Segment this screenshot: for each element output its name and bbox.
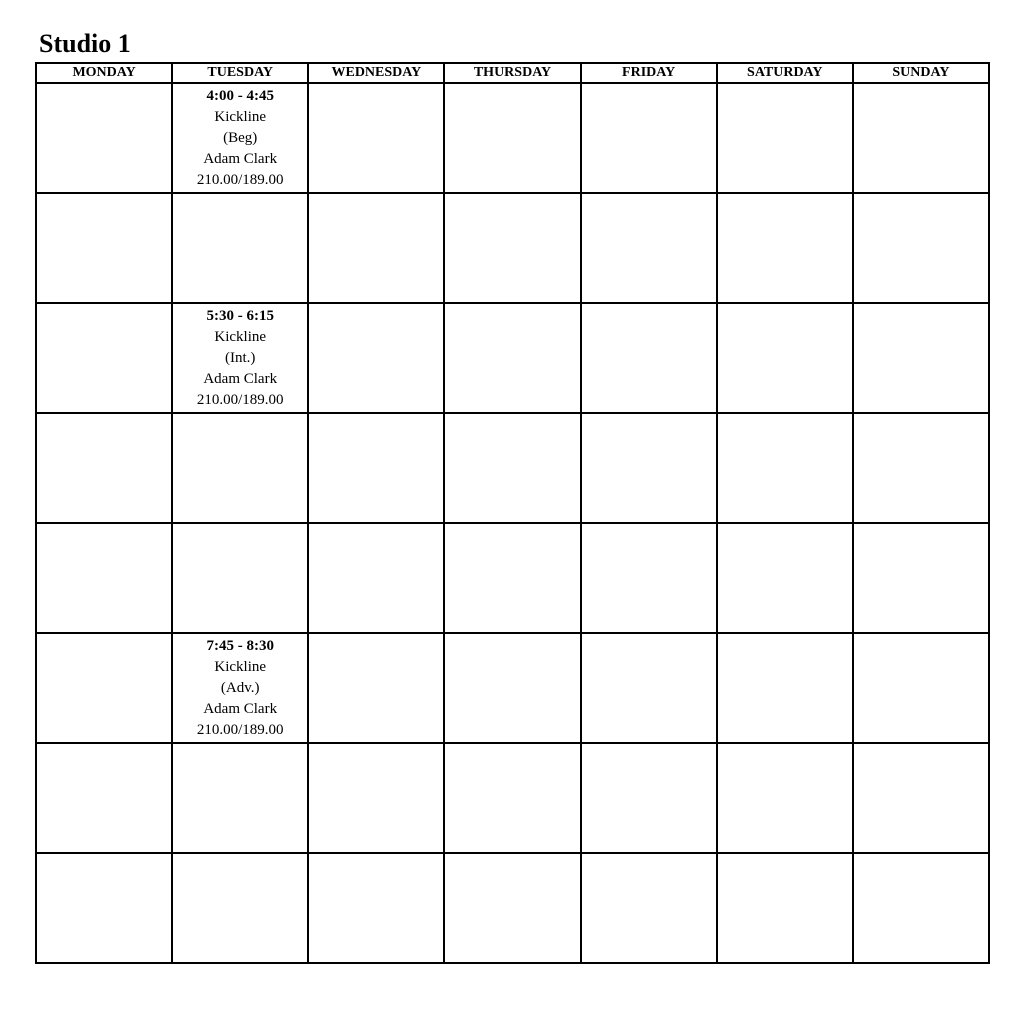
class-entry	[173, 84, 307, 191]
schedule-cell-tuesday	[172, 193, 308, 303]
schedule-cell-sunday	[853, 743, 989, 853]
schedule-cell-monday	[36, 303, 172, 413]
schedule-table	[35, 62, 990, 964]
schedule-cell-wednesday	[308, 853, 444, 963]
schedule-cell-tuesday	[172, 413, 308, 523]
header-row	[36, 63, 989, 83]
schedule-cell-monday	[36, 743, 172, 853]
class-instructor: Adam Clark	[203, 371, 278, 387]
schedule-cell-wednesday	[308, 303, 444, 413]
schedule-cell-wednesday	[308, 523, 444, 633]
schedule-cell-saturday	[717, 413, 853, 523]
schedule-cell-tuesday	[172, 853, 308, 963]
day-header-wednesday: WEDNESDAY	[308, 63, 444, 83]
schedule-row	[36, 413, 989, 523]
schedule-cell-monday	[36, 853, 172, 963]
day-header-tuesday: TUESDAY	[172, 63, 308, 83]
schedule-row	[36, 633, 989, 743]
schedule-cell-wednesday	[308, 413, 444, 523]
schedule-cell-friday	[581, 303, 717, 413]
schedule-cell-friday	[581, 743, 717, 853]
schedule-cell-sunday	[853, 523, 989, 633]
schedule-cell-thursday	[444, 523, 580, 633]
schedule-cell-wednesday	[308, 193, 444, 303]
class-price: 210.00/189.00	[196, 172, 284, 188]
class-level: (Int.)	[225, 350, 256, 366]
schedule-row	[36, 853, 989, 963]
schedule-cell-sunday	[853, 853, 989, 963]
day-header-sunday: SUNDAY	[853, 63, 989, 83]
page-title: Studio 1	[39, 29, 131, 58]
schedule-cell-thursday	[444, 413, 580, 523]
schedule-cell-thursday	[444, 633, 580, 743]
schedule-row	[36, 743, 989, 853]
class-name: Kickline	[214, 659, 267, 675]
schedule-cell-friday	[581, 193, 717, 303]
class-price: 210.00/189.00	[196, 722, 284, 738]
schedule-cell-friday	[581, 853, 717, 963]
class-name: Kickline	[214, 109, 267, 125]
schedule-cell-friday	[581, 413, 717, 523]
schedule-cell-saturday	[717, 743, 853, 853]
schedule-cell-wednesday	[308, 83, 444, 193]
schedule-cell-thursday	[444, 193, 580, 303]
schedule-cell-thursday	[444, 853, 580, 963]
day-header-thursday: THURSDAY	[444, 63, 580, 83]
schedule-cell-tuesday	[172, 523, 308, 633]
schedule-cell-tuesday	[172, 633, 308, 743]
schedule-cell-tuesday	[172, 83, 308, 193]
day-header-monday: MONDAY	[36, 63, 172, 83]
class-level: (Beg)	[223, 130, 258, 146]
schedule-row	[36, 523, 989, 633]
schedule-cell-saturday	[717, 523, 853, 633]
schedule-cell-thursday	[444, 83, 580, 193]
class-time: 7:45 - 8:30	[206, 638, 274, 654]
schedule-cell-saturday	[717, 633, 853, 743]
schedule-cell-sunday	[853, 193, 989, 303]
schedule-cell-saturday	[717, 303, 853, 413]
schedule-cell-friday	[581, 523, 717, 633]
schedule-body	[36, 83, 989, 963]
schedule-cell-friday	[581, 633, 717, 743]
schedule-row	[36, 83, 989, 193]
schedule-cell-wednesday	[308, 743, 444, 853]
schedule-cell-saturday	[717, 193, 853, 303]
class-price: 210.00/189.00	[196, 392, 284, 408]
schedule-cell-sunday	[853, 303, 989, 413]
class-entry	[173, 634, 307, 741]
schedule-cell-sunday	[853, 633, 989, 743]
class-instructor: Adam Clark	[203, 701, 278, 717]
class-level: (Adv.)	[220, 680, 260, 696]
schedule-cell-friday	[581, 83, 717, 193]
class-name: Kickline	[214, 329, 267, 345]
schedule-cell-saturday	[717, 853, 853, 963]
day-header-friday: FRIDAY	[581, 63, 717, 83]
schedule-cell-sunday	[853, 413, 989, 523]
schedule-cell-tuesday	[172, 303, 308, 413]
schedule-cell-wednesday	[308, 633, 444, 743]
schedule-cell-monday	[36, 193, 172, 303]
schedule-row	[36, 193, 989, 303]
schedule-cell-monday	[36, 413, 172, 523]
class-entry	[173, 304, 307, 411]
day-header-saturday: SATURDAY	[717, 63, 853, 83]
schedule-cell-thursday	[444, 303, 580, 413]
schedule-header	[36, 63, 989, 83]
schedule-cell-monday	[36, 523, 172, 633]
schedule-cell-saturday	[717, 83, 853, 193]
schedule-cell-monday	[36, 633, 172, 743]
schedule-cell-monday	[36, 83, 172, 193]
schedule-cell-sunday	[853, 83, 989, 193]
schedule-cell-thursday	[444, 743, 580, 853]
schedule-row	[36, 303, 989, 413]
class-time: 5:30 - 6:15	[206, 308, 274, 324]
schedule-cell-tuesday	[172, 743, 308, 853]
class-instructor: Adam Clark	[203, 151, 278, 167]
class-time: 4:00 - 4:45	[206, 88, 274, 104]
